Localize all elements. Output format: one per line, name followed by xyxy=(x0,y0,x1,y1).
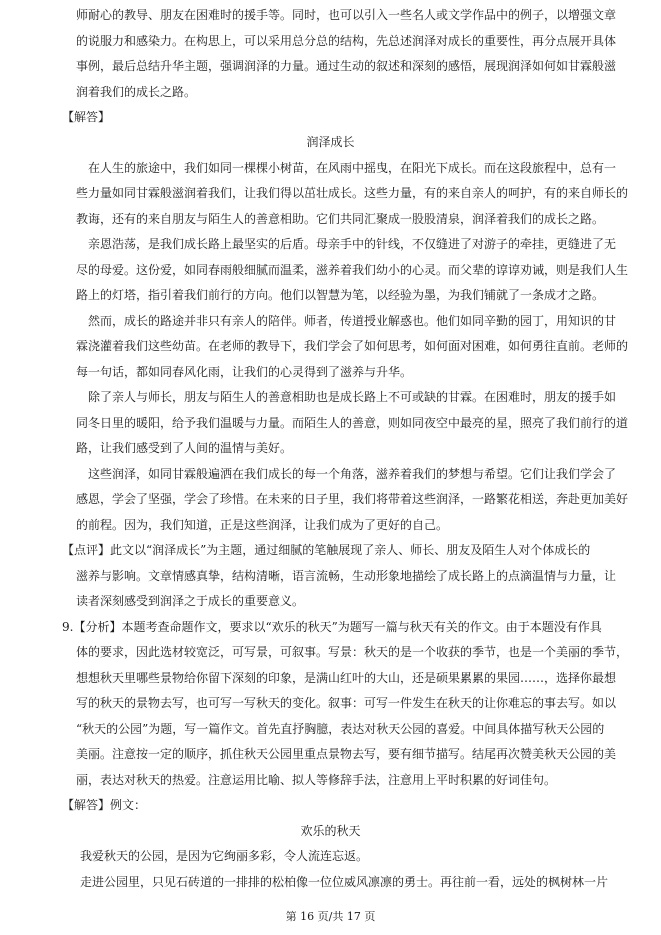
text-line: 些力量如同甘霖般滋润着我们，让我们得以茁壮成长。这些力量，有的来自亲人的呵护，有的来自师长的 xyxy=(76,186,629,201)
text-line: 亲恩浩荡，是我们成长路上最坚实的后盾。母亲手中的针线，不仅缝进了对游子的牵挂，更缝进了无 xyxy=(88,237,617,252)
text-line: 写的秋天的景物去写，也可写一写秋天的变化。叙事：可写一件发生在秋天的让你难忘的事去写。如以 xyxy=(76,696,617,711)
text-line: 尽的母爱。这份爱，如同春雨般细腻而温柔，滋养着我们幼小的心灵。而父辈的谆谆劝诫，则是我们人生 xyxy=(76,262,629,277)
text-line: 然而，成长的路途并非只有亲人的陪伴。师者，传道授业解惑也。他们如同辛勤的园丁，用知识的甘 xyxy=(88,313,617,328)
text-line: 师耐心的教导、朋友在困难时的援手等。同时，也可以引入一些名人或文学作品中的例子，以增强文章 xyxy=(76,8,617,22)
text-line: 我爱秋天的公园，是因为它绚丽多彩，令人流连忘返。 xyxy=(80,849,369,863)
text-line: 的前程。因为，我们知道，正是这些润泽，让我们成为了更好的自己。 xyxy=(76,517,449,532)
text-line: 同冬日里的暖阳，给予我们温暖与力量。而陌生人的善意，则如同夜空中最亮的星，照亮了我们前行的道 xyxy=(76,415,629,430)
section-heading: 【解答】例文： xyxy=(62,798,147,813)
text-line: 在人生的旅途中，我们如同一棵棵小树苗，在风雨中摇曳，在阳光下成长。而在这段旅程中，总有一 xyxy=(88,160,617,175)
text-line: 路，让我们感受到了人间的温情与美好。 xyxy=(76,441,293,456)
text-line: 走进公园里，只见石砖道的一排排的松柏像一位位威风凛凛的勇士。再往前一看，远处的枫树林一片 xyxy=(80,874,609,889)
text-line: 霖浇灌着我们这些幼苗。在老师的教导下，我们学会了如何思考，如何面对困难，如何勇往直前。老师的 xyxy=(76,339,629,354)
text-line: 体的要求，因此选材较宽泛，可写景，可叙事。写景：秋天的是一个收获的季节，也是一个美丽的季节， xyxy=(76,645,629,660)
text-line: 感恩，学会了坚强，学会了珍惜。在未来的日子里，我们将带着这些润泽，一路繁花相送，奔赴更加美好 xyxy=(76,492,629,507)
section-heading: 【解答】 xyxy=(62,109,111,124)
text-line: 每一句话，都如同春风化雨，让我们的心灵得到了滋养与升华。 xyxy=(76,364,413,379)
text-line: 路上的灯塔，指引着我们前行的方向。他们以智慧为笔，以经验为墨，为我们铺就了一条成才之路。 xyxy=(76,288,605,303)
page-number: 第 16 页/共 17 页 xyxy=(285,910,376,923)
essay-title: 润泽成长 xyxy=(306,135,355,150)
text-line: “秋天的公园”为题，写一篇作文。首先直抒胸臆，表达对秋天公园的喜爱。中间具体描写秋天公园的 xyxy=(76,721,605,736)
question-analysis-line: 9.【分析】本题考查命题作文，要求以“欢乐的秋天”为题写一篇与秋天有关的作文。由于本题没有作具 xyxy=(62,619,602,634)
text-line: 读者深刻感受到润泽之于成长的重要意义。 xyxy=(76,594,305,609)
text-line: 除了亲人与师长，朋友与陌生人的善意相助也是成长路上不可或缺的甘霖。在困难时，朋友的援手如 xyxy=(88,390,617,405)
text-line: 教诲，还有的来自朋友与陌生人的善意相助。它们共同汇聚成一股股清泉，润泽着我们的成长之路。 xyxy=(76,211,605,226)
text-line: 想想秋天里哪些景物给你留下深刻的印象，是满山红叶的大山，还是硕果累累的果园……，选择你最想 xyxy=(76,670,617,685)
essay-title: 欢乐的秋天 xyxy=(300,823,361,838)
text-line: 滋养与影响。文章情感真挚，结构清晰，语言流畅，生动形象地描绘了成长路上的点滴温情与力量，让 xyxy=(76,568,617,583)
text-line: 润着我们的成长之路。 xyxy=(76,84,197,99)
text-line: 美丽。注意按一定的顺序，抓住秋天公园里重点景物去写，要有细节描写。结尾再次赞美秋天公园的美 xyxy=(76,747,617,762)
comment-line: 【点评】此文以“润泽成长”为主题，通过细腻的笔触展现了亲人、师长、朋友及陌生人对个体成长的 xyxy=(62,543,591,558)
text-line: 这些润泽，如同甘霖般遍洒在我们成长的每一个角落，滋养着我们的梦想与希望。它们让我们学会了 xyxy=(88,466,617,481)
text-line: 事例，最后总结升华主题，强调润泽的力量。通过生动的叙述和深刻的感悟，展现润泽如何如甘霖般滋 xyxy=(76,59,617,73)
text-line: 的说服力和感染力。在构思上，可以采用总分总的结构，先总述润泽对成长的重要性，再分点展开具体 xyxy=(76,33,617,48)
text-line: 丽，表达对秋天的热爱。注意运用比喻、拟人等修辞手法，注意用上平时积累的好词佳句。 xyxy=(76,772,557,787)
